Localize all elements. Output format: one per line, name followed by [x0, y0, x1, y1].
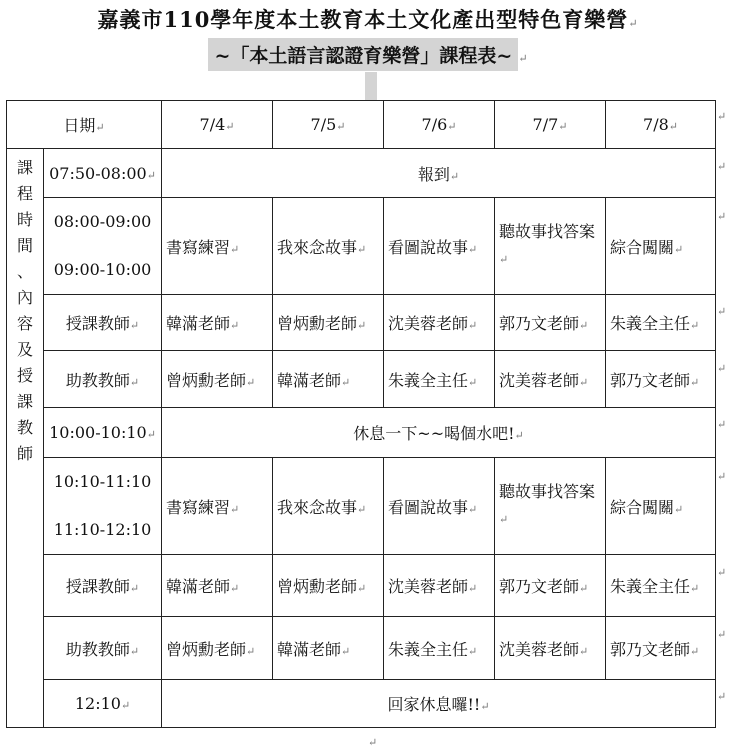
schedule-table	[6, 100, 716, 728]
teacher-cell: 朱義全主任↵	[606, 555, 716, 617]
teacher-cell: 韓滿老師↵	[162, 295, 273, 351]
time-cell: 08:00-09:00 09:00-10:00	[44, 198, 162, 295]
date-cell: 7/7↵	[495, 101, 606, 149]
row-end-mark-icon: ↵	[717, 690, 727, 703]
row-end-mark-icon: ↵	[717, 160, 727, 173]
assistant-row	[7, 617, 716, 680]
date-label-cell: 日期↵	[7, 101, 162, 149]
paragraph-mark-icon: ↵	[628, 17, 639, 30]
course-cell: 看圖說故事↵	[384, 198, 495, 295]
teacher-cell: 曾炳勳老師↵	[273, 295, 384, 351]
teacher-row	[7, 295, 716, 351]
checkin-row	[7, 149, 716, 198]
row-end-mark-icon: ↵	[717, 470, 727, 483]
assistant-row	[7, 351, 716, 408]
row-end-mark-icon: ↵	[717, 418, 727, 431]
document-subtitle: ~「本土語言認證育樂營」課程表~	[208, 38, 518, 71]
assistant-cell: 沈美蓉老師↵	[495, 351, 606, 408]
course-cell: 書寫練習↵	[162, 198, 273, 295]
role-label-cell: 授課教師↵	[44, 555, 162, 617]
title-text: 嘉義市110學年度本土教育本土文化產出型特色育樂營	[97, 7, 629, 32]
row-end-mark-icon: ↵	[717, 305, 727, 318]
header-row	[7, 101, 716, 149]
assistant-cell: 韓滿老師↵	[273, 617, 384, 680]
teacher-cell: 朱義全主任↵	[606, 295, 716, 351]
checkin-cell: 報到↵	[162, 149, 716, 198]
assistant-cell: 曾炳勳老師↵	[162, 351, 273, 408]
teacher-cell: 郭乃文老師↵	[495, 295, 606, 351]
row-end-mark-icon: ↵	[717, 628, 727, 641]
row-end-mark-icon: ↵	[717, 210, 727, 223]
session-row	[7, 458, 716, 555]
course-cell: 書寫練習↵	[162, 458, 273, 555]
row-end-mark-icon: ↵	[717, 566, 727, 579]
document-title	[0, 4, 736, 34]
date-cell: 7/4↵	[162, 101, 273, 149]
course-cell: 聽故事找答案↵	[495, 198, 606, 295]
role-label-cell: 助教教師↵	[44, 351, 162, 408]
course-cell: 我來念故事↵	[273, 458, 384, 555]
date-cell: 7/6↵	[384, 101, 495, 149]
course-cell: 看圖說故事↵	[384, 458, 495, 555]
course-cell: 我來念故事↵	[273, 198, 384, 295]
assistant-cell: 曾炳勳老師↵	[162, 617, 273, 680]
course-cell: 綜合闖關↵	[606, 198, 716, 295]
assistant-cell: 郭乃文老師↵	[606, 617, 716, 680]
assistant-cell: 朱義全主任↵	[384, 351, 495, 408]
assistant-cell: 朱義全主任↵	[384, 617, 495, 680]
time-cell: 07:50-08:00↵	[44, 149, 162, 198]
date-cell: 7/5↵	[273, 101, 384, 149]
role-label-cell: 授課教師↵	[44, 295, 162, 351]
subtitle-wrap	[0, 38, 736, 71]
teacher-cell: 沈美蓉老師↵	[384, 555, 495, 617]
end-cell: 回家休息囉!!↵	[162, 680, 716, 728]
row-end-mark-icon: ↵	[717, 362, 727, 375]
assistant-cell: 韓滿老師↵	[273, 351, 384, 408]
end-row	[7, 680, 716, 728]
teacher-row	[7, 555, 716, 617]
row-end-mark-icon: ↵	[717, 110, 727, 123]
role-label-cell: 助教教師↵	[44, 617, 162, 680]
time-cell: 10:10-11:10 11:10-12:10	[44, 458, 162, 555]
assistant-cell: 沈美蓉老師↵	[495, 617, 606, 680]
course-cell: 綜合闖關↵	[606, 458, 716, 555]
time-cell: 12:10↵	[44, 680, 162, 728]
paragraph-mark-icon: ↵	[368, 736, 378, 749]
course-cell: 聽故事找答案↵	[495, 458, 606, 555]
date-cell: 7/8↵	[606, 101, 716, 149]
session-row	[7, 198, 716, 295]
teacher-cell: 沈美蓉老師↵	[384, 295, 495, 351]
paragraph-mark-icon: ↵	[518, 52, 528, 65]
break-cell: 休息一下~~喝個水吧!↵	[162, 408, 716, 458]
teacher-cell: 韓滿老師↵	[162, 555, 273, 617]
teacher-cell: 曾炳勳老師↵	[273, 555, 384, 617]
break-row	[7, 408, 716, 458]
teacher-cell: 郭乃文老師↵	[495, 555, 606, 617]
side-label-cell: 課 程 時 間 、 內 容 及 授 課 教 師	[7, 149, 44, 728]
time-cell: 10:00-10:10↵	[44, 408, 162, 458]
assistant-cell: 郭乃文老師↵	[606, 351, 716, 408]
highlight-mark	[365, 72, 377, 100]
